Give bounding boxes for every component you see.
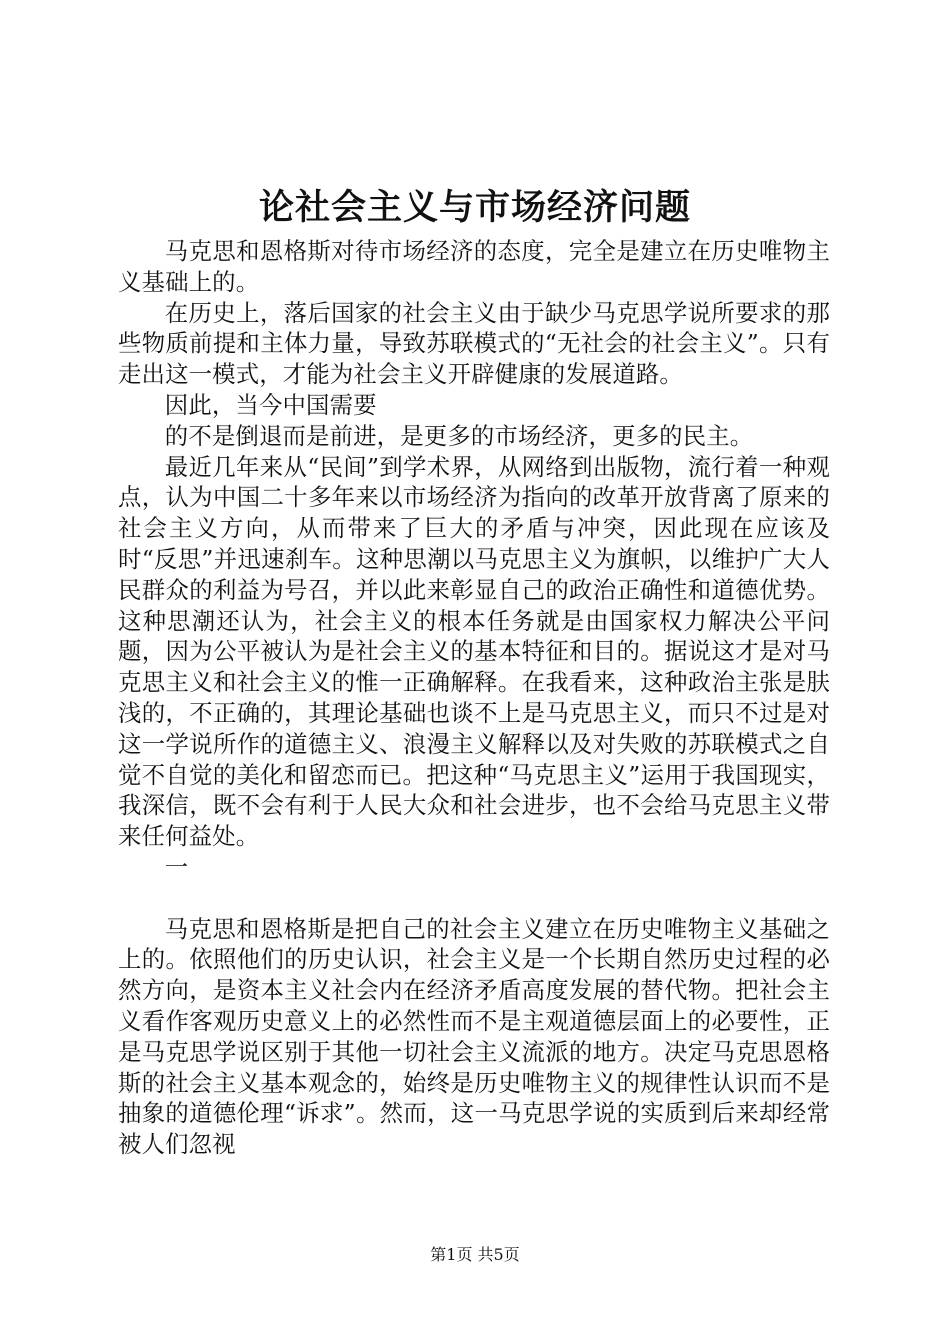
paragraph: 在历史上，落后国家的社会主义由于缺少马克思学说所要求的那些物质前提和主体力量，导致苏联模式的“无社会的社会主义”。只有走出这一模式，才能为社会主义开辟健康的发展道路。	[118, 298, 830, 389]
paragraph: 马克思和恩格斯对待市场经济的态度，完全是建立在历史唯物主义基础上的。	[118, 237, 830, 296]
paragraph: 因此，当今中国需要	[164, 390, 377, 419]
paragraph: 最近几年来从“民间”到学术界，从网络到出版物，流行着一种观点，认为中国二十多年来以市场经济为指向的改革开放背离了原来的社会主义方向，从而带来了巨大的矛盾与冲突，因此现在应该及时“反思”并迅速刹车。这种思潮以马克思主义为旗帜，以维护广大人民群众的利益为号召，并以此来彰显自己的政治正确性和道德优势。这种思潮还认为，社会主义的根本任务就是由国家权力解决公平问题，因为公平被认为是社会主义的基本特征和目的。据说这才是对马克思主义和社会主义的惟一正确解释。在我看来，这种政治主张是肤浅的，不正确的，其理论基础也谈不上是马克思主义，而只不过是对这一学说所作的道德主义、浪漫主义解释以及对失败的苏联模式之自觉不自觉的美化和留恋而已。把这种“马克思主义”运用于我国现实，我深信，既不会有利于人民大众和社会进步，也不会给马克思主义带来任何益处。	[118, 452, 830, 851]
paragraph: 的不是倒退而是前进，是更多的市场经济，更多的民主。	[164, 421, 754, 450]
paragraph: 马克思和恩格斯是把自己的社会主义建立在历史唯物主义基础之上的。依照他们的历史认识，社会主义是一个长期自然历史过程的必然方向，是资本主义社会内在经济矛盾高度发展的替代物。把社会主义看作客观历史意义上的必然性而不是主观道德层面上的必要性，正是马克思学说区别于其他一切社会主义流派的地方。决定马克思恩格斯的社会主义基本观念的，始终是历史唯物主义的规律性认识而不是抽象的道德伦理“诉求”。然而，这一马克思学说的实质到后来却经常被人们忽视	[118, 914, 830, 1159]
document-title: 论社会主义与市场经济问题	[258, 187, 691, 228]
page-footer: 第1页 共5页	[430, 1245, 520, 1264]
section-number: 一	[164, 852, 189, 881]
blank-line	[118, 883, 830, 914]
document-body	[118, 236, 830, 1160]
